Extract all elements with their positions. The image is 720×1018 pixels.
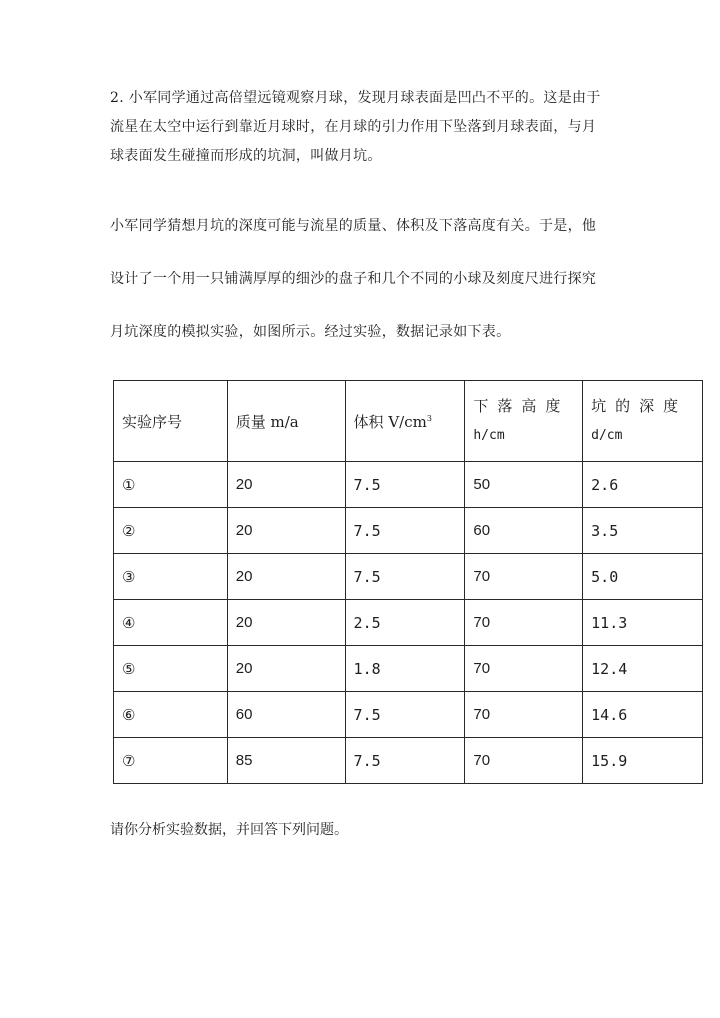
cell-height: 70 [465, 738, 583, 784]
table-row [114, 462, 703, 508]
cell-volume: 1.8 [345, 646, 465, 692]
header-volume [345, 381, 465, 462]
cell-height: 70 [465, 646, 583, 692]
cell-depth: 2.6 [583, 462, 703, 508]
table-row [114, 646, 703, 692]
header-seq-label: 实验序号 [122, 412, 183, 431]
header-volume-label: 体积 V/cm [353, 412, 427, 431]
cell-seq: ⑤ [114, 646, 228, 692]
closing-instruction: 请你分析实验数据，并回答下列问题。 [110, 822, 348, 838]
header-mass-label: 质量 m/a [235, 412, 299, 431]
header-height-label: 下落高度 [473, 397, 570, 415]
intro-paragraph-1: 2. 小军同学通过高倍望远镜观察月球，发现月球表面是凹凸不平的。这是由于流星在太空中运行到靠近月球时，在月球的引力作用下坠落到月球表面，与月球表面发生碰撞而形成的坑洞，叫做月坑。 [110, 90, 601, 164]
table-row [114, 508, 703, 554]
cell-height: 60 [465, 508, 583, 554]
header-depth [583, 381, 703, 462]
cell-mass: 20 [227, 462, 345, 508]
experiment-data-table [113, 380, 703, 784]
header-depth-label: 坑的深度 [591, 397, 688, 415]
cell-mass: 20 [227, 600, 345, 646]
cell-seq: ④ [114, 600, 228, 646]
table-row [114, 554, 703, 600]
cell-volume: 7.5 [345, 738, 465, 784]
header-depth-unit: d/cm [591, 428, 623, 443]
header-volume-exponent: 3 [426, 413, 432, 423]
cell-height: 70 [465, 692, 583, 738]
cell-mass: 85 [227, 738, 345, 784]
cell-height: 70 [465, 600, 583, 646]
cell-depth: 12.4 [583, 646, 703, 692]
cell-mass: 60 [227, 692, 345, 738]
intro-paragraph-2: 小军同学猜想月坑的深度可能与流星的质量、体积及下落高度有关。于是，他设计了一个用一只铺满厚厚的细沙的盘子和几个不同的小球及刻度尺进行探究月坑深度的模拟实验，如图所示。经过实验，数据记录如下表。 [110, 218, 597, 340]
cell-height: 70 [465, 554, 583, 600]
cell-volume: 7.5 [345, 508, 465, 554]
cell-volume: 7.5 [345, 554, 465, 600]
cell-mass: 20 [227, 554, 345, 600]
cell-seq: ① [114, 462, 228, 508]
cell-volume: 7.5 [345, 692, 465, 738]
table-row [114, 738, 703, 784]
table-row [114, 692, 703, 738]
cell-seq: ② [114, 508, 228, 554]
cell-depth: 15.9 [583, 738, 703, 784]
header-seq [114, 381, 228, 462]
cell-depth: 11.3 [583, 600, 703, 646]
cell-volume: 7.5 [345, 462, 465, 508]
cell-seq: ③ [114, 554, 228, 600]
cell-seq: ⑥ [114, 692, 228, 738]
header-mass [227, 381, 345, 462]
cell-height: 50 [465, 462, 583, 508]
table-row [114, 600, 703, 646]
cell-depth: 3.5 [583, 508, 703, 554]
cell-depth: 5.0 [583, 554, 703, 600]
header-height-unit: h/cm [473, 428, 505, 443]
cell-depth: 14.6 [583, 692, 703, 738]
table-header-row [114, 381, 703, 462]
cell-volume: 2.5 [345, 600, 465, 646]
header-height [465, 381, 583, 462]
cell-seq: ⑦ [114, 738, 228, 784]
cell-mass: 20 [227, 508, 345, 554]
cell-mass: 20 [227, 646, 345, 692]
